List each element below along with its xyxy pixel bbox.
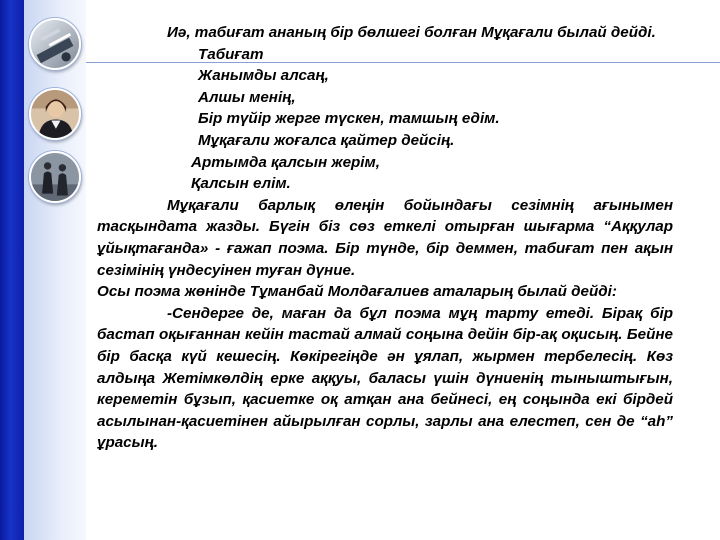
verse-line: Табиғат — [198, 45, 264, 63]
body-paragraph: Мұқағали барлық өлеңін бойындағы сезімнің ағынымен тасқындата жазды. Бүгін біз сөз еткелі отырған шығарма “Аққулар ұйықтағанда» - ғажап поэма. Бір түнде, бір деммен, табиғат пен ақын сезімінің үндесуінен туған дүние. — [97, 196, 673, 279]
verse-line: Мұқағали жоғалса қайтер дейсің. — [198, 131, 455, 149]
verse-line: Қалсын елім. — [191, 175, 291, 193]
business-woman-photo-icon — [29, 88, 81, 140]
business-desk-photo-icon — [29, 18, 81, 70]
sidebar-panel — [24, 0, 86, 540]
quote-paragraph: -Сендерге де, маған да бұл поэма мұң тарту етеді. Бірақ бір бастап оқығаннан кейін тастай алмай соңына дейін бір-ақ оқисың. Бейне бір басқа күй кешесің. Көкірегіңде ән ұялап, жырмен тербелесің. Көз алдыңа Жетімкөлдің ерке аққуы, баласы үшін дүниенің тыныштығын, кереметін бұзып, қасиетке оқ атқан ана бейнесі, ең соңында екі бірдей асылынан-қасиетінен айырылған сорлы, зарлы ана елестеп, сен де “аһ” ұрасың. — [97, 304, 673, 452]
sidebar-band — [0, 0, 24, 540]
document-body — [97, 22, 673, 454]
business-people-walking-photo-icon — [29, 151, 81, 203]
verse-line: Жанымды алсаң, — [198, 67, 329, 85]
verse-line: Бір түйір жерге түскен, тамшың едім. — [198, 110, 500, 128]
body-paragraph: Осы поэма жөнінде Тұманбай Молдағалиев аталарың былай дейді: — [97, 283, 617, 301]
verse-line: Артымда қалсын жерім, — [191, 153, 380, 171]
verse-block — [97, 44, 673, 195]
intro-paragraph: Иә, табиғат ананың бір бөлшегі болған Мұқағали былай дейді. — [167, 24, 656, 41]
verse-line: Алшы менің, — [198, 88, 296, 106]
